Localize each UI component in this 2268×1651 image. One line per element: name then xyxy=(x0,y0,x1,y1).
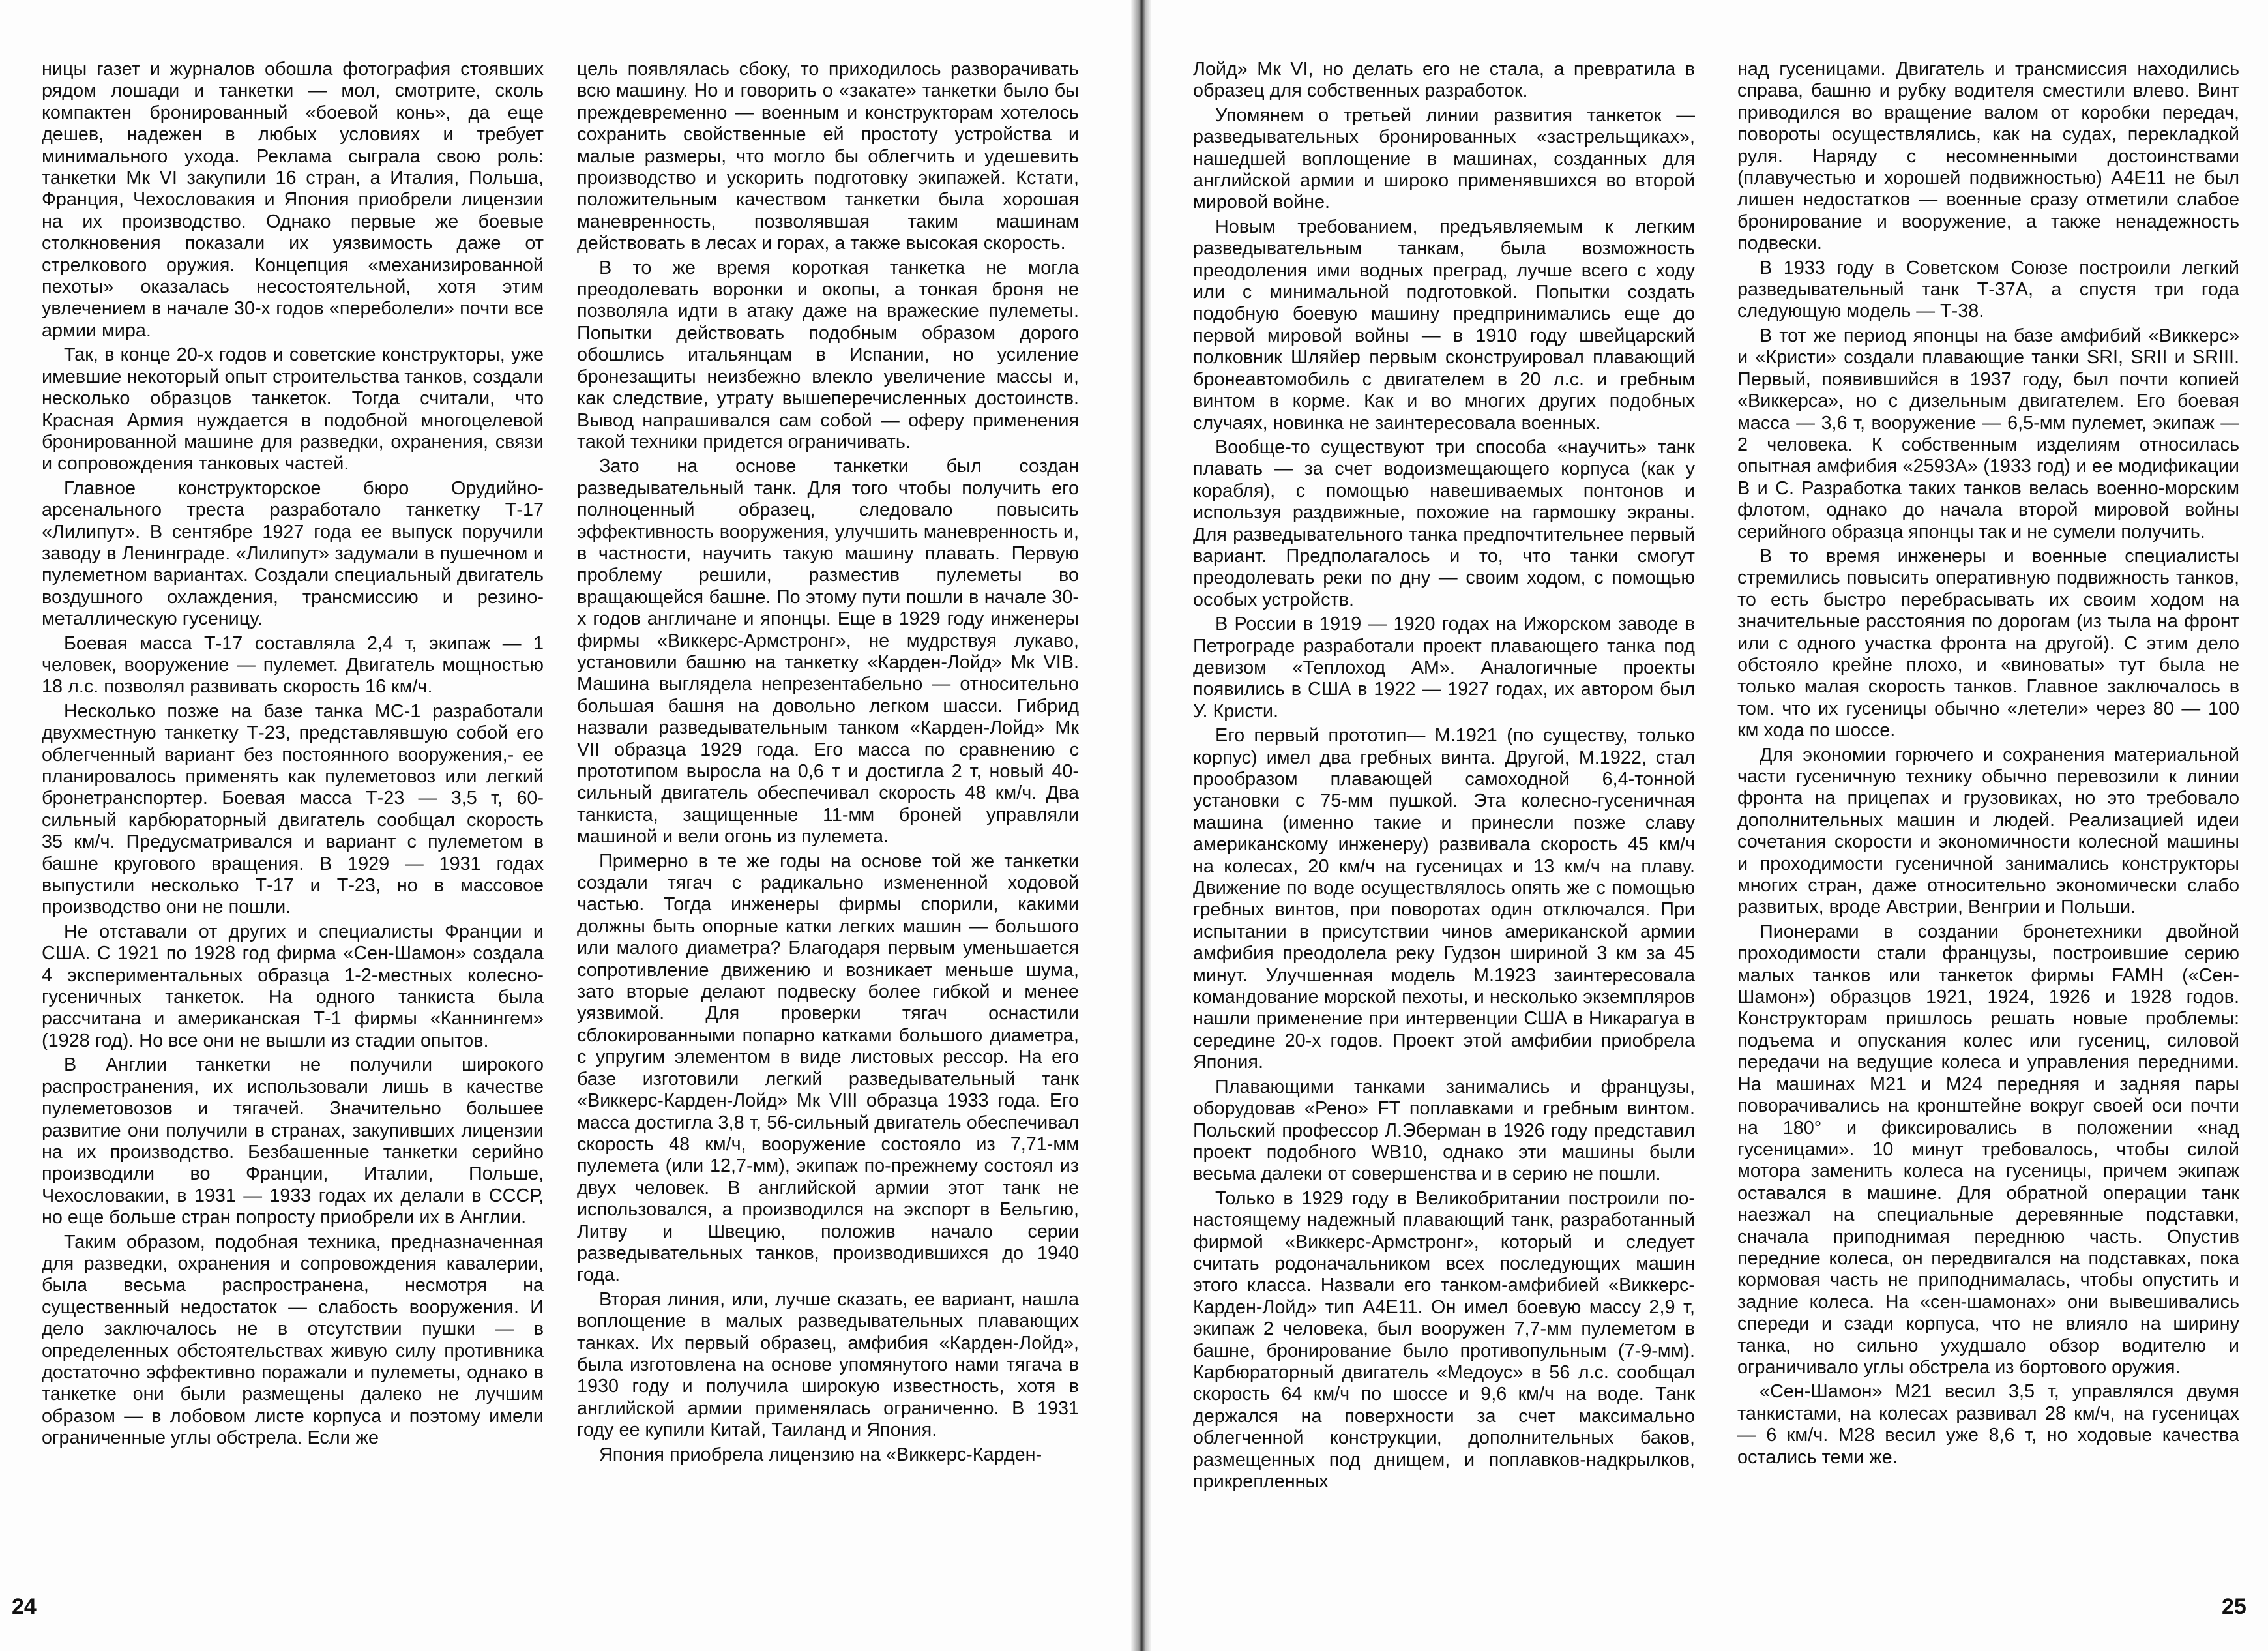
paragraph: В 1933 году в Советском Союзе построили легкий разведывательный танк Т-37А, а спустя три года следующую модель — Т-38. xyxy=(1737,257,2239,322)
paragraph: Не отставали от других и специалисты Франции и США. С 1921 по 1928 год фирма «Сен-Шамон» создала 4 экспериментальных образца 1-2-местных колесно-гусеничных танкеток. На одного танкиста была рассчитана и американская Т-1 фирмы «Каннингем» (1928 год). Но все они не вышли из стадии опытов. xyxy=(42,921,544,1051)
left-page xyxy=(0,0,1131,1651)
paragraph: Его первый прототип— М.1921 (по существу, только корпус) имел два гребных винта. Другой, М.1922, стал прообразом плавающей самоходной 6,4-тонной установки с 75-мм пушкой. Эта колесно-гусеничная машина (именно такие и принесли позже славу американскому инженеру) развивала скорость 45 км/ч на колесах, 20 км/ч на гусеницах и 13 км/ч на плаву. Движение по воде осуществлялось опять же с помощью гребных винтов, при поворотах один отключался. При испытании в присутствии чинов американской армии амфибия преодолела реку Гудзон шириной 3 км за 45 минут. Улучшенная модель М.1923 заинтересовала командование морской пехоты, и несколько экземпляров нашли применение при интервенции США в Никарагуа в середине 20-х годов. Проект этой амфибии приобрела Япония. xyxy=(1193,725,1695,1073)
paragraph: В то же время короткая танкетка не могла преодолевать воронки и окопы, а тонкая броня не позволяла идти в атаку даже на вражеские пулеметы. Попытки действовать подобным образом дорого обошлись итальянцам в Испании, но усиление бронезащиты неизбежно влекло увеличение массы и, как следствие, утрату вышеперечисленных достоинств. Вывод напрашивался сам собой — оферу применения такой техники придется ограничивать. xyxy=(577,257,1079,453)
paragraph: Несколько позже на базе танка МС-1 разработали двухместную танкетку Т-23, представлявшую собой его облегченный вариант без постоянного вооружения,- ее планировалось применять как пулеметовоз или легкий бронетранспортер. Боевая масса Т-23 — 3,5 т, 60-сильный карбюраторный двигатель сообщал скорость 35 км/ч. Предусматривался и вариант с пулеметом в башне кругового вращения. В 1929 — 1931 годах выпустили несколько Т-17 и Т-23, но в массовое производство они не пошли. xyxy=(42,700,544,918)
paragraph: В тот же период японцы на базе амфибий «Виккерс» и «Кристи» создали плавающие танки SRI, SRII и SRIII. Первый, появившийся в 1937 году, был почти копией «Виккерса», но с дизельным двигателем. Его боевая масса — 3,6 т, вооружение — 6,5-мм пулемет, экипаж — 2 человека. К собственным изделиям относилась опытная амфибия «2593А» (1933 год) и ее модификации В и С. Разработка таких танков велась военно-морским флотом, однако до начала второй мировой войны серийного образца японцы так и не сумели получить. xyxy=(1737,325,2239,543)
paragraph: В то время инженеры и военные специалисты стремились повысить оперативную подвижность танков, то есть быстро перебрасывать их своим ходом на значительные расстояния по дорогам (из тыла на фронт или с одного участка фронта на другой). С этим дело обстояло крейне плохо, и «виноваты» тут была не только малая скорость танков. Главное заключалось в том. что их гусеницы обычно «летели» через 80 — 100 км хода по шоссе. xyxy=(1737,545,2239,741)
paragraph: Вторая линия, или, лучше сказать, ее вариант, нашла воплощение в малых разведывательных плавающих танках. Их первый образец, амфибия «Карден-Лойд», была изготовлена на основе упомянутого нами тягача в 1930 году и получила широкую известность, хотя в английской армии применялась ограниченно. В 1931 году ее купили Китай, Таиланд и Япония. xyxy=(577,1288,1079,1441)
paragraph: Новым требованием, предъявляемым к легким разведывательным танкам, была возможность преодоления ими водных преград, лучше всего с ходу или с минимальной подготовкой. Попытки создать подобную боевую машину предпринимались еще до первой мировой войны — в 1910 году швейцарский полковник Шляйер первым сконструировал плавающий бронеавтомобиль с двигателем в 20 л.с. и гребным винтом в корме. Как и во многих других подобных случаях, новинка не заинтересовала военных. xyxy=(1193,216,1695,434)
paragraph: Лойд» Мк VI, но делать его не стала, а превратила в образец для собственных разработок. xyxy=(1193,59,1695,102)
paragraph: Так, в конце 20-х годов и советские конструкторы, уже имевшие некоторый опыт строительства танков, создали несколько образцов танкеток. Тогда считали, что Красная Армия нуждается в подобной многоцелевой бронированной машине для разведки, охранения, связи и сопровождения танковых частей. xyxy=(42,344,544,475)
paragraph: Таким образом, подобная техника, предназначенная для разведки, охранения и сопровождения кавалерии, была весьма распространена, несмотря на существенный недостаток — слабость вооружения. И дело заключалось не в отсутствии пушки — в определенных обстоятельствах живую силу противника достаточно эффективно поражали и пулеметы, однако в танкетке они были размещены далеко не лучшим образом — в лобовом листе корпуса и поэтому имели ограниченные углы обстрела. Если же xyxy=(42,1231,544,1449)
paragraph: Япония приобрела лицензию на «Виккерс-Карден- xyxy=(599,1444,1042,1465)
paragraph: Только в 1929 году в Великобритании построили по-настоящему надежный плавающий танк, разработанный фирмой «Виккерс-Армстронг», который и следует считать родоначальником всех последующих машин этого класса. Назвали его танком-амфибией «Виккерс-Карден-Лойд» тип А4Е11. Он имел боевую массу 2,9 т, экипаж 2 человека, был вооружен 7,7-мм пулеметом в башне, бронирование было противопульным (7-9-мм). Карбюраторный двигатель «Медоус» в 56 л.с. сообщал скорость 64 км/ч по шоссе и 9,6 км/ч на воде. Танк держался на поверхности за счет максимально облегченной конструкции, дополнительных баков, размещенных под днищем, и поплавков-надкрылков, прикрепленных xyxy=(1193,1187,1695,1492)
paragraph: Пионерами в создании бронетехники двойной проходимости стали французы, построившие серию малых танков или танкеток фирмы FAMH («Сен-Шамон») образцов 1921, 1924, 1926 и 1928 годов. Конструкторам пришлось решать новые проблемы: подъема и опускания колес или гусениц, силовой передачи на ведущие колеса и управления передними. На машинах M21 и M24 передняя и задняя пары поворачивались на кронштейне вокруг своей оси почти на 180° и фиксировались в положении «над гусеницами». 10 минут требовалось, чтобы силой мотора заменить колеса на гусеницы, причем экипаж оставался в машине. Для обратной операции танк наезжал на специальные деревянные подставки, сначала приподнимая переднюю часть. Опустив передние колеса, он передвигался на подставках, пока кормовая часть не приподнималась, чтобы опустить и задние колеса. На «сен-шамонах» они вывешивались спереди и сзади корпуса, что не влияло на ширину танка, но сильно ухудшало обзор водителю и ограничивало углы обстрела из бортового оружия. xyxy=(1737,921,2239,1378)
right-page-column-2 xyxy=(1737,59,2239,1578)
book-gutter xyxy=(1131,0,1151,1651)
paragraph: Боевая масса Т-17 составляла 2,4 т, экипаж — 1 человек, вооружение — пулемет. Двигатель мощностью 18 л.с. позволял развивать скорость 16 км/ч. xyxy=(42,632,544,698)
paragraph: Упомянем о третьей линии развития танкеток — разведывательных бронированных «застрельщиках», нашедшей воплощение в машинах, созданных для английской армии и широко применявшихся во второй мировой войне. xyxy=(1193,104,1695,213)
paragraph: Примерно в те же годы на основе той же танкетки создали тягач с радикально измененной ходовой частью. Тогда инженеры фирмы спорили, какими должны быть опорные катки легких машин — большого или малого диаметра? Благодаря первым уменьшается сопротивление движению и возникает меньше шума, зато вторые делают подвеску более гибкой и менее уязвимой. Для проверки тягач оснастили сблокированными попарно катками большого диаметра, с упругим элементом в виде листовых рессор. На его базе изготовили легкий разведывательный танк «Виккерс-Карден-Лойд» Мк VIII образца 1933 года. Его масса достигла 3,8 т, 56-сильный двигатель обеспечивал скорость 48 км/ч, вооружение состояло из 7,71-мм пулемета (или 12,7-мм), экипаж по-прежнему состоял из двух человек. В английской армии этот танк не использовался, а производился на экспорт в Бельгию, Литву и Швецию, положив начало серии разведывательных танков, производившихся до 1940 года. xyxy=(577,850,1079,1286)
paragraph: Вообще-то существуют три способа «научить» танк плавать — за счет водоизмещающего корпуса (как у корабля), с помощью навешиваемых понтонов и используя раздвижные, похожие на гармошку экраны. Для разведывательного танка предпочтительнее первый вариант. Предполагалось и то, что танки смогут преодолевать реки по дну — своим ходом, с помощью особых устройств. xyxy=(1193,436,1695,610)
paragraph: Для экономии горючего и сохранения материальной части гусеничную технику обычно перевозили к линии фронта на прицепах и грузовиках, но это требовало дополнительных машин и людей. Реализацией идеи сочетания скорости и экономичности колесной машины и проходимости гусеничной занимались конструкторы многих стран, даже относительно экономически слабо развитых, вроде Австрии, Венгрии и Польши. xyxy=(1737,744,2239,918)
left-page-column-1 xyxy=(42,59,544,1578)
paragraph: ницы газет и журналов обошла фотография стоявших рядом лошади и танкетки — мол, смотрите, сколь компактен бронированный «боевой конь», да еще дешев, надежен в любых условиях и требует минимального ухода. Реклама сыграла свою роль: танкетки Мк VI закупили 16 стран, а Италия, Польша, Франция, Чехословакия и Япония приобрели лицензии на их производство. Однако первые же боевые столкновения показали их уязвимость даже от стрелкового оружия. Концепция «механизированной пехоты» оказалась несостоятельной, хотя этим увлечением в начале 30-х годов «переболели» почти все армии мира. xyxy=(42,59,544,341)
page-number-right: 25 xyxy=(2222,1594,2246,1619)
page-number-left: 24 xyxy=(12,1594,37,1619)
paragraph: В Англии танкетки не получили широкого распространения, их использовали лишь в качестве пулеметовозов и тягачей. Значительно большее развитие они получили в странах, закупивших лицензии на их производство. Безбашенные танкетки серийно производили во Франции, Италии, Польше, Чехословакии, в 1931 — 1933 годах их делали в СССР, но еще больше стран попросту приобрели их в Англии. xyxy=(42,1054,544,1228)
paragraph: цель появлялась сбоку, то приходилось разворачивать всю машину. Но и говорить о «закате» танкетки было бы преждевременно — военным и конструкторам хотелось сохранить свойственные ей простоту устройства и малые размеры, что могло бы облегчить и удешевить производство и ускорить подготовку экипажей. Кстати, положительным качеством танкетки была хорошая маневренность, позволявшая таким машинам действовать в лесах и горах, а также высокая скорость. xyxy=(577,59,1079,254)
paragraph: Главное конструкторское бюро Орудийно-арсенального треста разработало танкетку Т-17 «Лилипут». В сентябре 1927 года ее выпуск поручили заводу в Ленинграде. «Лилипут» задумали в пушечном и пулеметном вариантах. Создали специальный двигатель воздушного охлаждения, трансмиссию и резино-металлическую гусеницу. xyxy=(42,477,544,630)
left-page-column-2 xyxy=(577,59,1079,1578)
paragraph: «Сен-Шамон» M21 весил 3,5 т, управлялся двумя танкистами, на колесах развивал 28 км/ч, на гусеницах — 6 км/ч. M28 весил уже 8,6 т, но ходовые качества остались теми же. xyxy=(1737,1381,2239,1468)
paragraph: В России в 1919 — 1920 годах на Ижорском заводе в Петрограде разработали проект плавающего танка под девизом «Теплоход АМ». Аналогичные проекты появились в США в 1922 — 1927 годах, их автором был У. Кристи. xyxy=(1193,614,1695,722)
paragraph: Плавающими танками занимались и французы, оборудовав «Рено» FT поплавками и гребным винтом. Польский профессор Л.Эберман в 1926 году представил проект подобного WB10, однако эти машины были весьма далеки от совершенства и в серию не пошли. xyxy=(1193,1076,1695,1185)
paragraph: над гусеницами. Двигатель и трансмиссия находились справа, башню и рубку водителя сместили влево. Винт приводился во вращение валом от коробки передач, повороты осуществлялись, как на судах, перекладкой руля. Наряду с несомненными достоинствами (плавучестью и хорошей подвижностью) А4Е11 не был лишен недостатков — военные сразу отметили слабое бронирование и вооружение, а также ненадежность подвески. xyxy=(1737,59,2239,254)
right-page-column-1 xyxy=(1193,59,1695,1578)
paragraph: Зато на основе танкетки был создан разведывательный танк. Для того чтобы получить его полноценный образец, следовало повысить эффективность вооружения, улучшить маневренность и, в частности, научить такую машину плавать. Первую проблему решили, разместив пулеметы во вращающейся башне. По этому пути пошли в начале 30-х годов англичане и японцы. Еще в 1929 году инженеры фирмы «Виккерс-Армстронг», не мудрствуя лукаво, установили башню на танкетку «Карден-Лойд» Мк VIB. Машина выглядела непрезентабельно — относительно большая башня на довольно легком шасси. Гибрид назвали разведывательным танком «Карден-Лойд» Мк VII образца 1929 года. Его масса по сравнению с прототипом выросла на 0,6 т и достигла 2 т, новый 40-сильный двигатель обеспечивал скорость 48 км/ч. Два танкиста, защищенные 11-мм броней управляли машиной и вели огонь из пулемета. xyxy=(577,456,1079,848)
